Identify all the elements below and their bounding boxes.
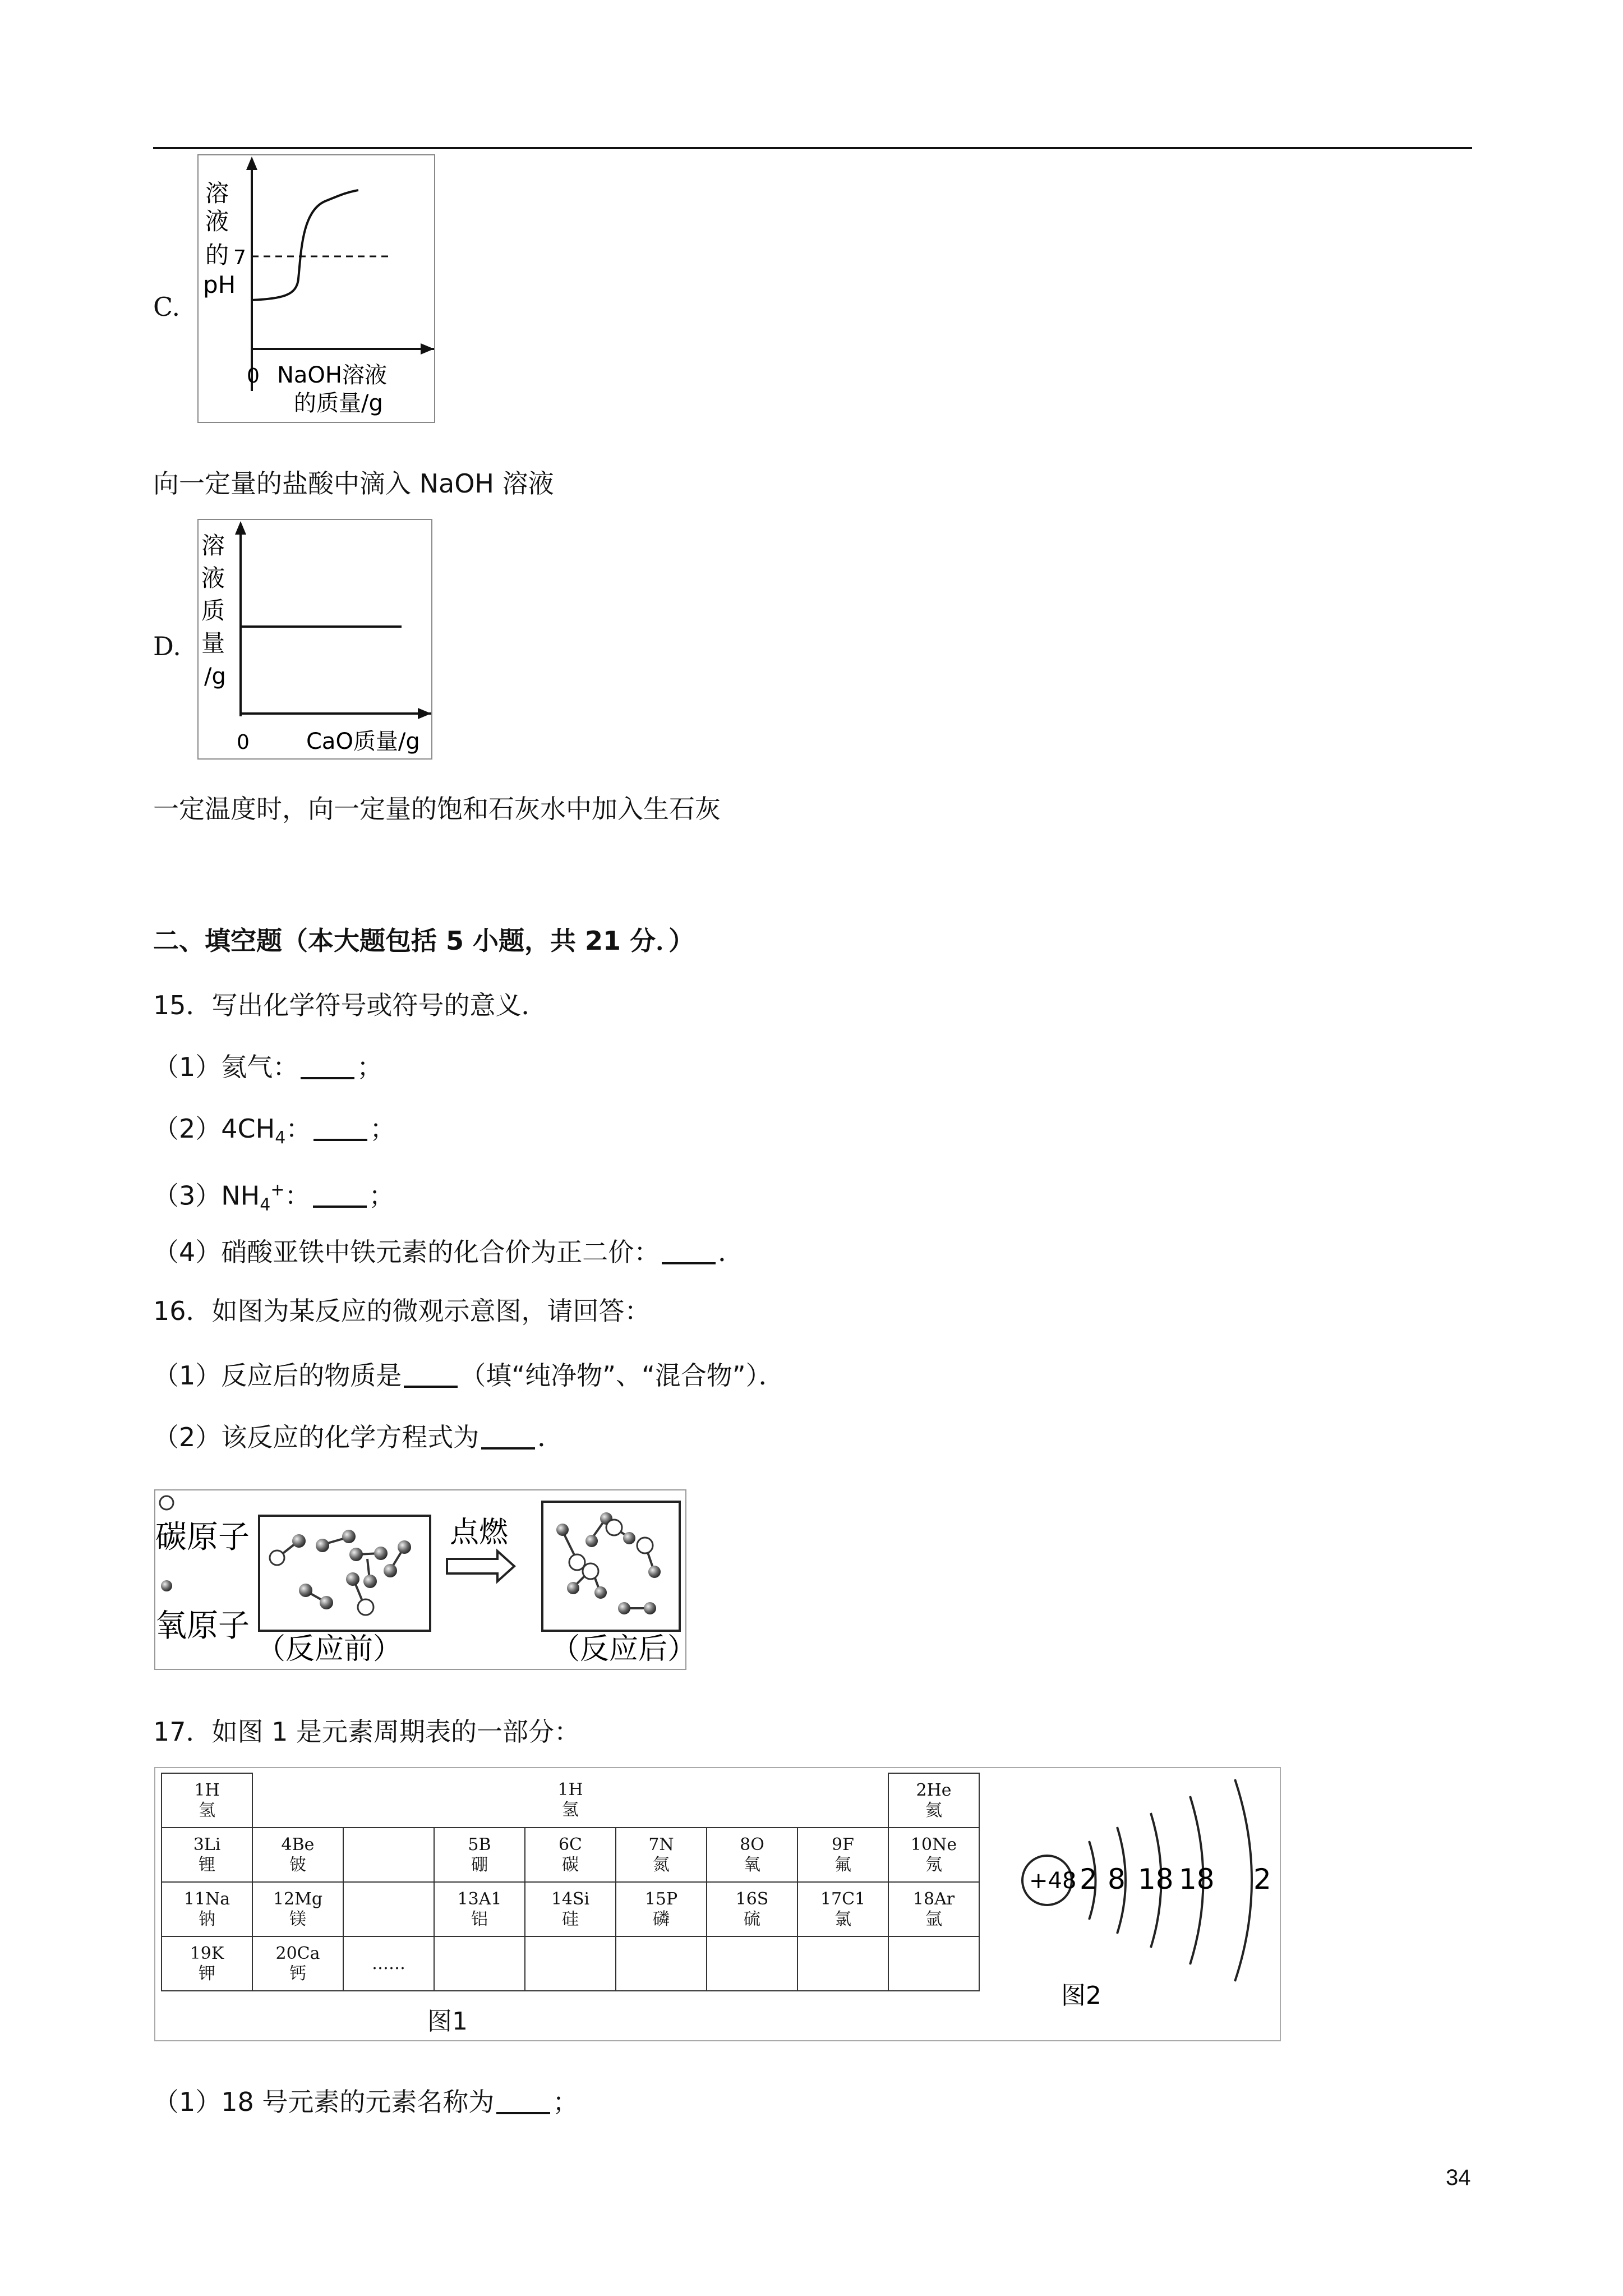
table-row — [162, 1882, 979, 1936]
option-c-letter: C. — [153, 292, 181, 322]
q15-blank-3[interactable] — [313, 1181, 367, 1208]
c-ylabel-4: pH — [203, 271, 236, 298]
table-row — [162, 1936, 979, 1991]
table-cell: 19K 钾 — [162, 1936, 252, 1991]
table-cell: 4Be 铍 — [252, 1828, 343, 1882]
before-label: （反应前） — [256, 1632, 403, 1666]
shell-3-electrons: 18 — [1138, 1863, 1174, 1895]
before-atoms — [270, 1530, 411, 1615]
section-2-title: 二、填空题（本大题包括 5 小题，共 21 分．） — [153, 926, 695, 956]
d-ylabel-1: 溶 — [201, 532, 225, 559]
q15-item-3: $(3)NH_4^+$： ； — [153, 1180, 395, 1215]
page-number: 34 — [1446, 2165, 1471, 2190]
c-ytick-7: 7 — [233, 246, 246, 269]
periodic-table — [161, 1773, 980, 1991]
option-c-graph — [197, 154, 435, 423]
d-ylabel-3: 质 — [201, 597, 225, 624]
table-cell: 11Na 钠 — [162, 1882, 252, 1936]
c-ylabel-1: 溶 — [205, 180, 229, 207]
option-c-caption: 向一定量的盐酸中滴入 NaOH 溶液 — [153, 468, 554, 499]
table-cell — [343, 1828, 434, 1882]
shell-5-electrons: 2 — [1253, 1863, 1271, 1895]
table-cell: 13A1 铝 — [434, 1882, 525, 1936]
table-cell: 10Ne 氖 — [888, 1828, 979, 1882]
q17-blank-1[interactable] — [496, 2087, 550, 2114]
table-cell: 6C 碳 — [525, 1828, 616, 1882]
q15-item-2: $(2)4CH_4$： ； — [153, 1114, 396, 1148]
table-cell — [797, 1936, 888, 1991]
table-cell: 12Mg 镁 — [252, 1882, 343, 1936]
c-xlabel-1: NaOH溶液 — [277, 362, 387, 388]
q16-item-1: （1）反应后的物质是 （填“纯净物”、“混合物”）． — [153, 1360, 785, 1391]
option-d-letter: D. — [153, 631, 181, 661]
shell-1-electrons: 2 — [1080, 1863, 1098, 1895]
table-cell: 5B 硼 — [434, 1828, 525, 1882]
table-cell — [707, 1936, 797, 1991]
c-ylabel-2: 液 — [205, 208, 229, 235]
q16-reaction-figure — [154, 1489, 686, 1670]
atom-structure-diagram — [1019, 1774, 1277, 2037]
table-cell: 7N 氮 — [616, 1828, 707, 1882]
q16-blank-1[interactable] — [404, 1361, 458, 1388]
q17-stem: 17．如图 1 是元素周期表的一部分： — [153, 1717, 580, 1747]
q17-figure — [154, 1767, 1281, 2041]
table-cell: 15P 磷 — [616, 1882, 707, 1936]
cell-1H-left: 1H 氢 — [162, 1773, 252, 1828]
fig2-label: 图2 — [1061, 1981, 1101, 2010]
table-cell: 17C1 氯 — [797, 1882, 888, 1936]
c-origin: 0 — [247, 365, 260, 388]
table-cell — [888, 1936, 979, 1991]
table-cell: …… — [343, 1936, 434, 1991]
d-ylabel-4: 量 — [201, 629, 225, 657]
table-row — [162, 1828, 979, 1882]
option-d-graph — [197, 519, 432, 760]
table-cell — [616, 1936, 707, 1991]
cell-1H-mid: 1H 氢 — [252, 1773, 888, 1828]
c-ylabel-3: 的 — [205, 241, 229, 269]
q16-item-2: （2）该反应的化学方程式为 ． — [153, 1422, 564, 1452]
q15-blank-4[interactable] — [662, 1237, 716, 1264]
table-cell: 18Ar 氩 — [888, 1882, 979, 1936]
q15-blank-2[interactable] — [313, 1114, 367, 1141]
q15-item-1: （1）氦气： ； — [153, 1052, 383, 1082]
d-ylabel-2: 液 — [201, 564, 225, 592]
cell-2He: 2He 氦 — [888, 1773, 979, 1828]
nucleus-charge: +48 — [1029, 1868, 1077, 1894]
table-cell: 20Ca 钙 — [252, 1936, 343, 1991]
table-row — [162, 1773, 979, 1828]
reaction-arrow — [447, 1551, 514, 1581]
table-cell — [343, 1882, 434, 1936]
after-label: （反应后） — [551, 1632, 685, 1666]
table-cell: 3Li 锂 — [162, 1828, 252, 1882]
option-d-caption: 一定温度时，向一定量的饱和石灰水中加入生石灰 — [153, 794, 721, 824]
q15-blank-1[interactable] — [301, 1052, 354, 1079]
legend-oxygen: 氧原子 — [155, 1608, 250, 1644]
table-cell: 8O 氧 — [707, 1828, 797, 1882]
shell-2-electrons: 8 — [1108, 1863, 1126, 1895]
d-origin: 0 — [237, 731, 250, 754]
table-cell: 14Si 硅 — [525, 1882, 616, 1936]
table-cell — [434, 1936, 525, 1991]
q16-blank-2[interactable] — [481, 1423, 535, 1450]
table-cell: 9F 氟 — [797, 1828, 888, 1882]
arrow-label: 点燃 — [450, 1516, 509, 1549]
q16-stem: 16．如图为某反应的微观示意图，请回答： — [153, 1296, 651, 1326]
table-cell: 16S 硫 — [707, 1882, 797, 1936]
q17-item-1: （1）18 号元素的元素名称为 ； — [153, 2087, 579, 2117]
d-ylabel-5: /g — [204, 664, 226, 689]
c-xlabel-2: 的质量/g — [294, 390, 383, 416]
q15-stem: 15．写出化学符号或符号的意义． — [153, 990, 547, 1020]
fig1-label: 图1 — [427, 2007, 468, 2036]
after-atoms — [556, 1512, 661, 1614]
table-cell — [525, 1936, 616, 1991]
legend-carbon: 碳原子 — [155, 1519, 250, 1556]
header-rule — [153, 147, 1472, 149]
q15-item-4: （4）硝酸亚铁中铁元素的化合价为正二价： ． — [153, 1237, 744, 1267]
shell-4-electrons: 18 — [1179, 1863, 1215, 1895]
d-xlabel: CaO质量/g — [306, 729, 420, 754]
